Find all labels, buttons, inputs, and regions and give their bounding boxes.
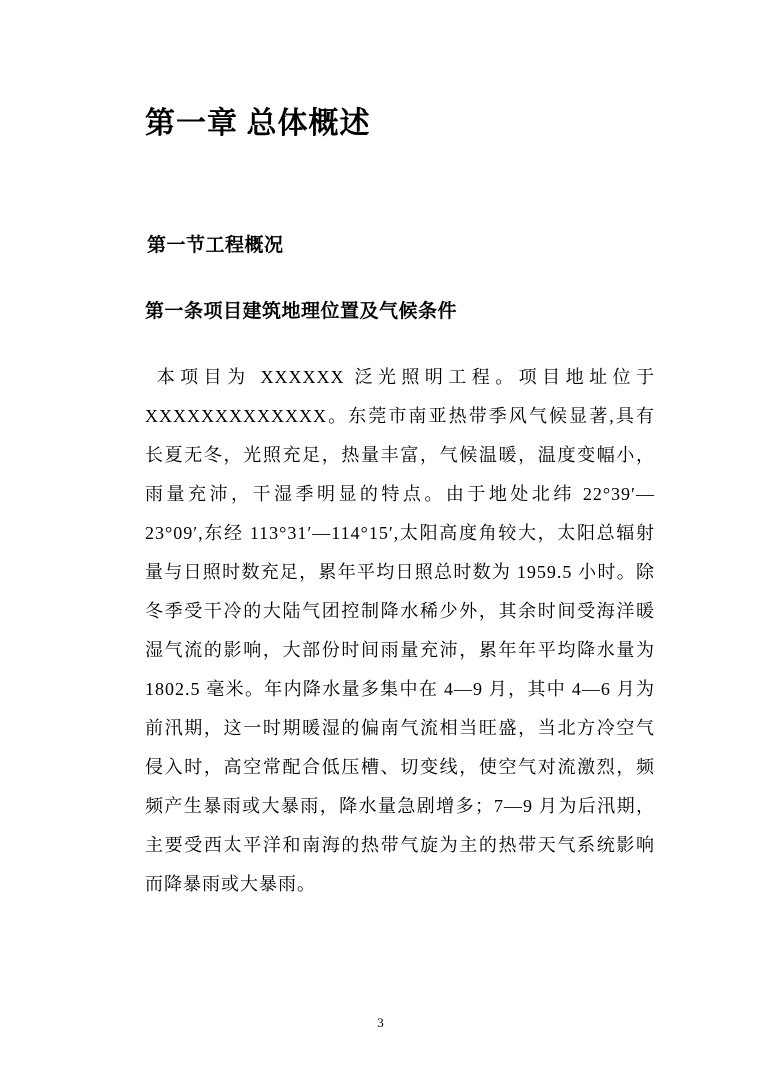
section-title: 第一节工程概况 <box>147 235 284 256</box>
chapter-title: 第一章 总体概述 <box>145 107 371 140</box>
body-paragraph: 本项目为 XXXXXX 泛光照明工程。项目地址位于 XXXXXXXXXXXXX。东莞市南亚热带季风气候显著,具有长夏无冬，光照充足，热量丰富，气候温暖，温度变幅小，雨量充沛，干湿季明显的特点。由于地处北纬 22°39′—23°09′,东经 113°31′—114°15′,太阳高度角较大，太阳总辐射量与日照时数充足，累年平均日照总时数为 1959.5 小时。除冬季受干冷的大陆气团控制降水稀少外，其余时间受海洋暖湿气流的影响，大部份时间雨量充沛，累年年平均降水量为 1802.5 毫米。年内降水量多集中在 4—9 月，其中 4—6 月为前汛期，这一时期暖湿的偏南气流相当旺盛，当北方冷空气侵入时，高空常配合低压槽、切变线，使空气对流激烈，频频产生暴雨或大暴雨，降水量急剧增多；7—9 月为后汛期，主要受西太平洋和南海的热带气旋为主的热带天气系统影响而降暴雨或大暴雨。 <box>145 366 655 894</box>
article-title: 第一条项目建筑地理位置及气候条件 <box>145 300 458 322</box>
page-number: 3 <box>377 1015 384 1030</box>
